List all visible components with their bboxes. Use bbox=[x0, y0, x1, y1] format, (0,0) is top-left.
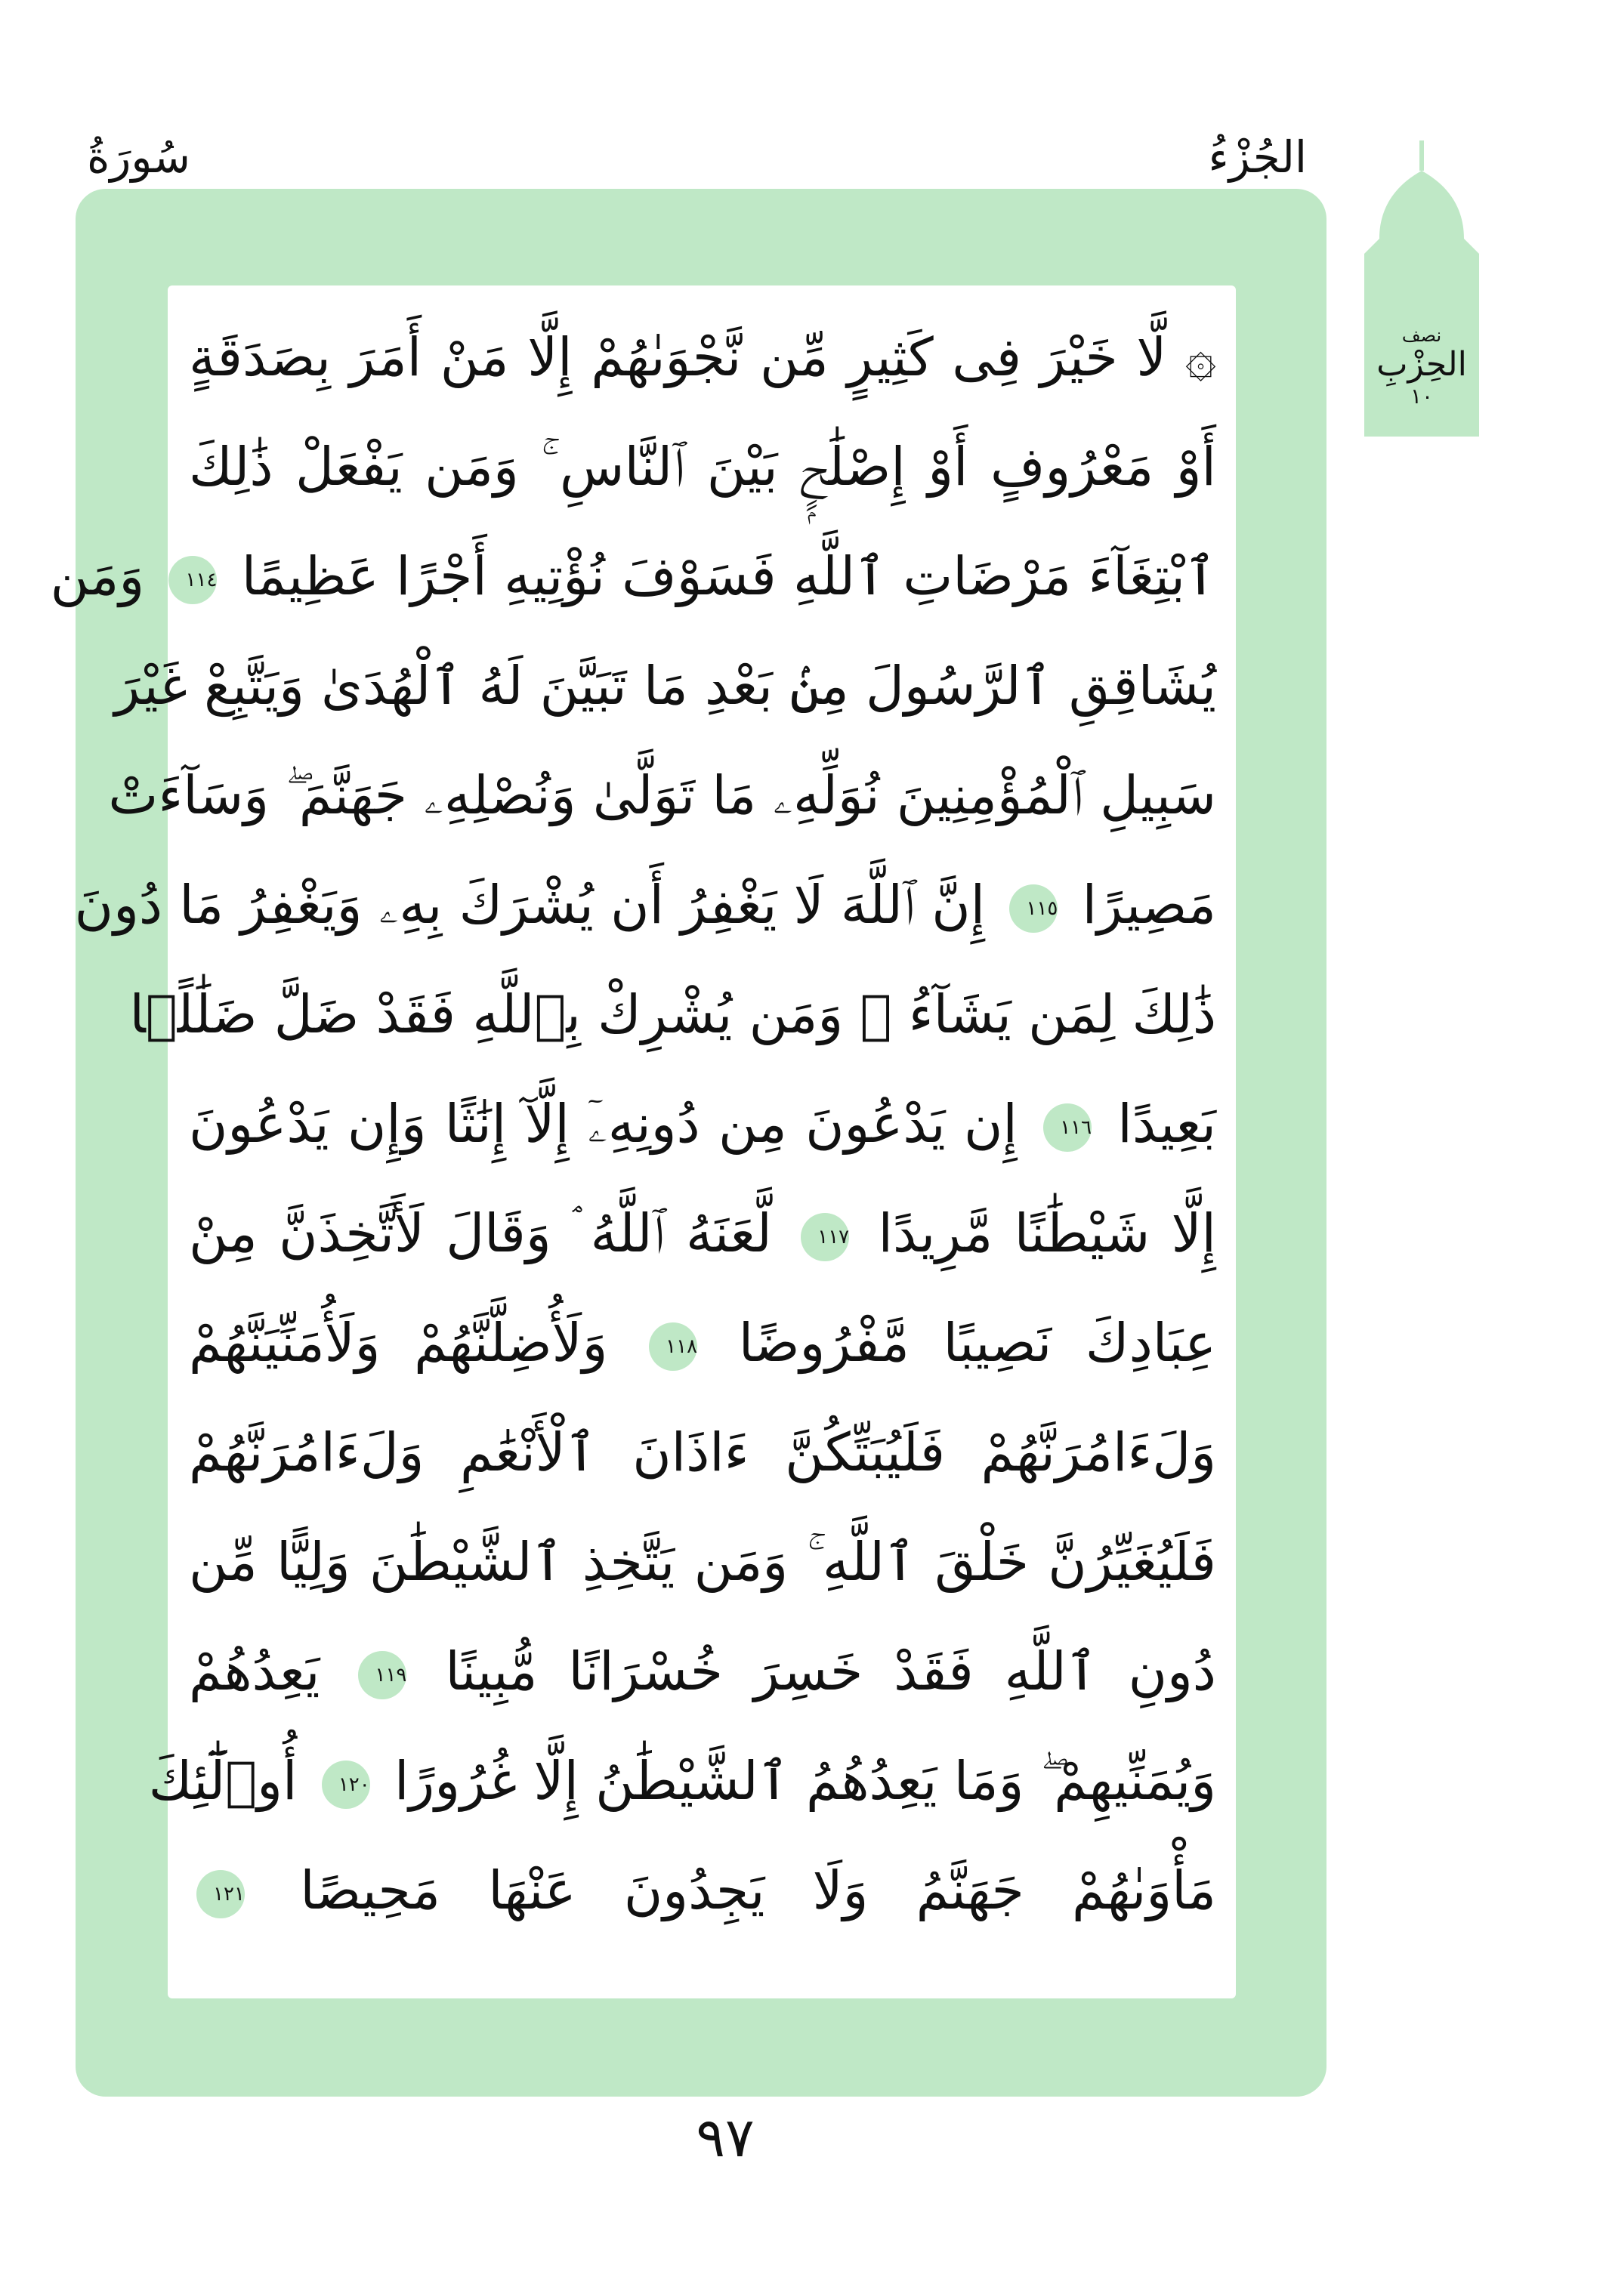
line-text: سَبِيلِ ٱلْمُؤْمِنِينَ نُوَلِّهِۦ مَا تَوَلَّىٰ وَنُصْلِهِۦ جَهَنَّمَ ۖ وَسَآءَتْ bbox=[108, 764, 1216, 826]
line-text: وَلَءَامُرَنَّهُمْ فَلَيُبَتِّكُنَّ ءَاذَانَ ٱلْأَنْعَٰمِ وَلَءَامُرَنَّهُمْ bbox=[189, 1421, 1216, 1483]
hizb-number: ١٠ bbox=[1410, 384, 1434, 409]
line-text: مَصِيرًا bbox=[1082, 874, 1216, 936]
text-line bbox=[129, 973, 1216, 1056]
ayah-number-marker: ١١٩ bbox=[358, 1651, 406, 1699]
line-text: ۞ لَّا خَيْرَ فِى كَثِيرٍ مِّن نَّجْوَىٰهُمْ إِلَّا مَنْ أَمَرَ بِصَدَقَةٍ bbox=[189, 326, 1216, 388]
text-line bbox=[189, 1520, 1216, 1603]
ayah-number-marker: ١١٤ bbox=[168, 556, 217, 604]
text-line bbox=[148, 1739, 1216, 1822]
line-text: دُونِ ٱللَّهِ فَقَدْ خَسِرَ خُسْرَانًا مُّبِينًا bbox=[445, 1640, 1216, 1702]
line-text-continued: يَعِدُهُمْ bbox=[189, 1640, 320, 1702]
page-number: ٩٧ bbox=[696, 2106, 755, 2169]
line-text: أَوْ مَعْرُوفٍ أَوْ إِصْلَٰحٍۭ بَيْنَ ٱلنَّاسِ ۚ وَمَن يَفْعَلْ ذَٰلِكَ bbox=[189, 436, 1216, 498]
juz-title: الجُزْءُ bbox=[1208, 131, 1307, 183]
line-text-continued: لَّعَنَهُ ٱللَّهُ ۘ وَقَالَ لَأَتَّخِذَنَّ مِنْ bbox=[189, 1202, 772, 1264]
hizb-half-label: نصف bbox=[1401, 325, 1442, 346]
line-text-continued: وَلَأُضِلَّنَّهُمْ وَلَأُمَنِّيَنَّهُمْ bbox=[189, 1312, 608, 1374]
text-line bbox=[189, 1849, 1216, 1932]
line-text: عِبَادِكَ نَصِيبًا مَّفْرُوضًا bbox=[738, 1312, 1216, 1374]
text-line bbox=[189, 1411, 1216, 1494]
line-text: فَلَيُغَيِّرُنَّ خَلْقَ ٱللَّهِ ۚ وَمَن يَتَّخِذِ ٱلشَّيْطَٰنَ وَلِيًّا مِّن bbox=[189, 1531, 1216, 1593]
text-line bbox=[189, 1082, 1216, 1165]
line-text-continued: أُو۟لَٰٓئِكَ bbox=[148, 1750, 298, 1812]
text-line bbox=[108, 754, 1216, 837]
line-text: مَأْوَىٰهُمْ جَهَنَّمُ وَلَا يَجِدُونَ عَنْهَا مَحِيصًا bbox=[300, 1859, 1216, 1921]
ayah-number-marker: ١١٦ bbox=[1043, 1103, 1092, 1152]
text-line bbox=[189, 425, 1216, 508]
text-line bbox=[189, 1192, 1216, 1275]
hizb-word: الحِزْبِ bbox=[1376, 345, 1467, 384]
line-text-continued: إِن يَدْعُونَ مِن دُونِهِۦٓ إِلَّآ إِنَٰثًا وَإِن يَدْعُونَ bbox=[189, 1093, 1018, 1155]
text-line bbox=[74, 863, 1216, 946]
text-line bbox=[50, 535, 1216, 618]
line-text-continued: إِنَّ ٱللَّهَ لَا يَغْفِرُ أَن يُشْرَكَ بِهِۦ وَيَغْفِرُ مَا دُونَ bbox=[74, 874, 986, 936]
line-text: يُشَاقِقِ ٱلرَّسُولَ مِنۢ بَعْدِ مَا تَبَيَّنَ لَهُ ٱلْهُدَىٰ وَيَتَّبِعْ غَيْرَ bbox=[114, 655, 1216, 717]
text-line bbox=[189, 1301, 1216, 1384]
ayah-number-marker: ١١٧ bbox=[801, 1213, 849, 1261]
text-line bbox=[189, 316, 1216, 399]
text-line bbox=[189, 1630, 1216, 1713]
ayah-number-marker: ١٢٠ bbox=[322, 1761, 370, 1809]
line-text: وَيُمَنِّيهِمْ ۖ وَمَا يَعِدُهُمُ ٱلشَّيْطَٰنُ إِلَّا غُرُورًا bbox=[394, 1750, 1216, 1812]
text-line bbox=[114, 644, 1216, 727]
surah-title: سُورَةُ bbox=[87, 131, 190, 183]
line-text-continued: وَمَن bbox=[50, 545, 145, 607]
hizb-label bbox=[1349, 325, 1494, 409]
line-text: بَعِيدًا bbox=[1117, 1093, 1216, 1155]
line-text: ذَٰلِكَ لِمَن يَشَآءُ ۚ وَمَن يُشْرِكْ بِٱللَّهِ فَقَدْ ضَلَّ ضَلَٰلًۢا bbox=[129, 983, 1216, 1045]
line-text: ٱبْتِغَآءَ مَرْضَاتِ ٱللَّهِ فَسَوْفَ نُؤْتِيهِ أَجْرًا عَظِيمًا bbox=[241, 545, 1216, 607]
line-text: إِلَّا شَيْطَٰنًا مَّرِيدًا bbox=[878, 1202, 1217, 1264]
ayah-number-marker: ١١٥ bbox=[1009, 884, 1058, 933]
ayah-number-marker: ١٢١ bbox=[196, 1870, 245, 1918]
ayah-number-marker: ١١٨ bbox=[649, 1322, 697, 1371]
